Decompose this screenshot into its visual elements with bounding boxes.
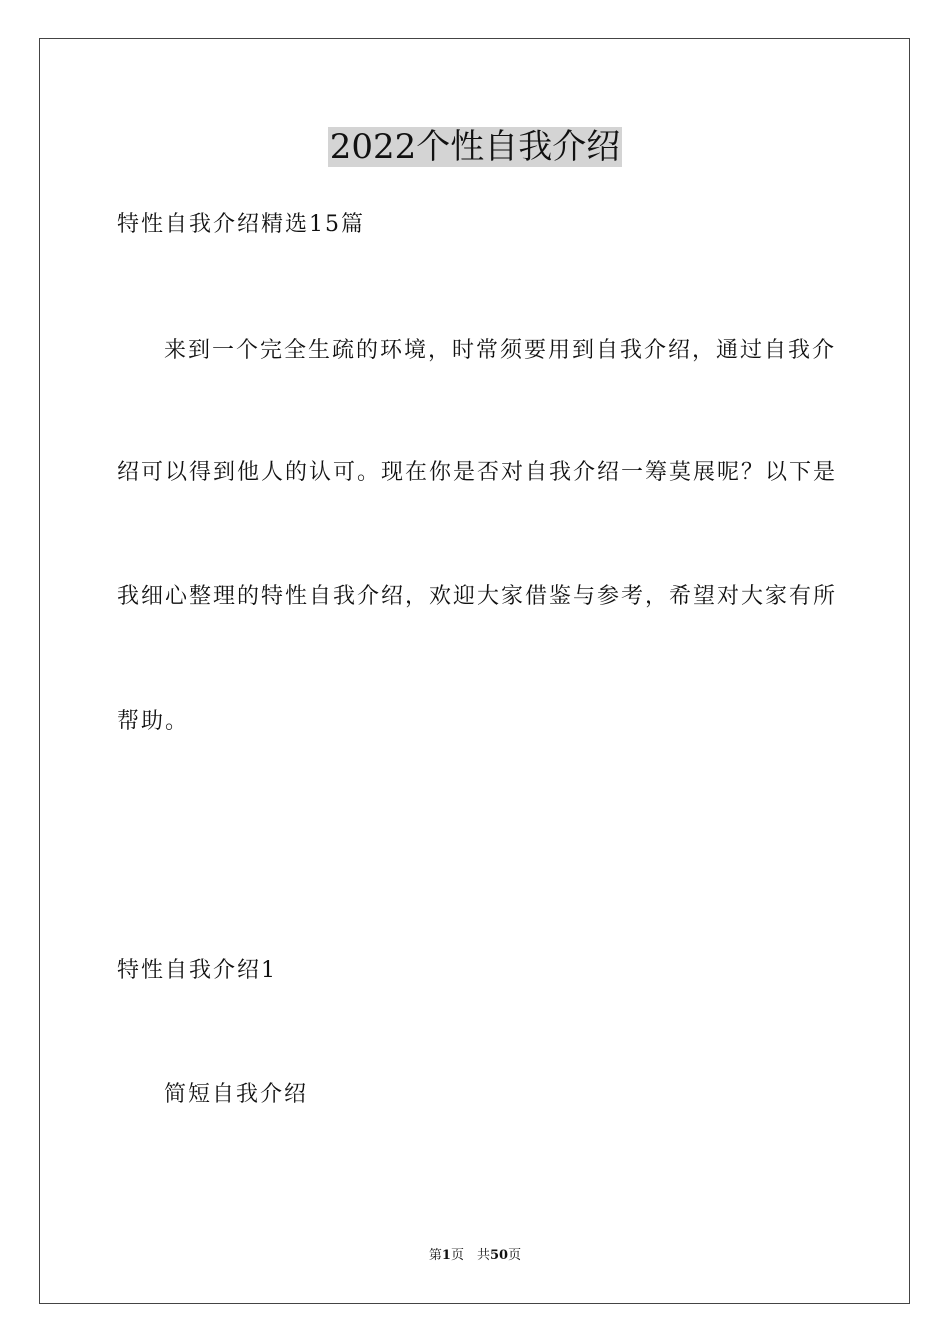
footer-current-page: 1	[441, 1248, 451, 1263]
intro-line-3: 我细心整理的特性自我介绍，欢迎大家借鉴与参考，希望对大家有所	[117, 584, 838, 609]
page-footer	[0, 1247, 950, 1265]
document-title	[0, 124, 950, 170]
intro-line-2: 绍可以得到他人的认可。现在你是否对自我介绍一筹莫展呢？以下是	[117, 460, 838, 485]
document-title-text: 2022个性自我介绍	[329, 127, 621, 167]
footer-suffix: 页	[508, 1248, 522, 1263]
subtitle: 特性自我介绍精选15篇	[117, 212, 365, 237]
footer-prefix: 第	[428, 1248, 442, 1263]
intro-line-4: 帮助。	[117, 709, 190, 734]
intro-line-1: 来到一个完全生疏的环境，时常须要用到自我介绍，通过自我介	[164, 338, 837, 363]
footer-total-pages: 50	[489, 1248, 509, 1263]
section-subheading: 简短自我介绍	[164, 1082, 309, 1107]
footer-mid: 页 共	[450, 1248, 490, 1263]
section-heading: 特性自我介绍1	[117, 958, 277, 983]
